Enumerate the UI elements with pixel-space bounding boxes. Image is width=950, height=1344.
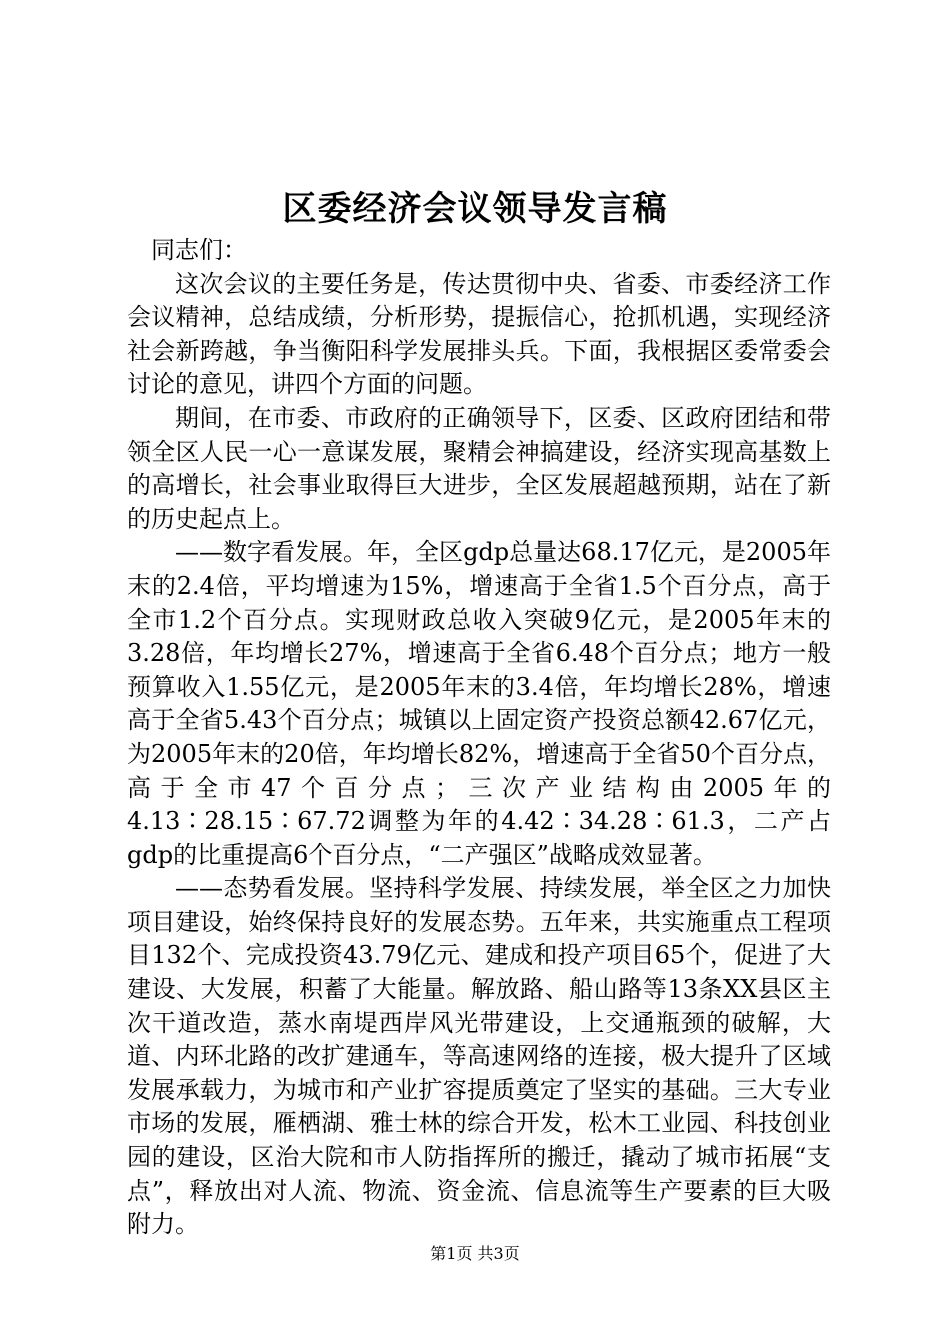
paragraph-figures: ——数字看发展。年，全区gdp总量达68.17亿元，是2005年末的2.4倍，平均增速为15%，增速高于全省1.5个百分点，高于全市1.2个百分点。实现财政总收入突破9亿元，是2005年末的3.28倍，年均增长27%，增速高于全省6.48个百分点；地方一般预算收入1.55亿元，是2005年末的3.4倍，年均增长28%，增速高于全省5.43个百分点；城镇以上固定资产投资总额42.67亿元，为2005年末的20倍，年均增长82%，增速高于全省50个百分点，高于全市47个百分点；三次产业结构由2005年的4.13∶28.15∶67.72调整为年的4.42∶34.28∶61.3，二产占gdp的比重提高6个百分点，“二产强区”战略成效显著。: [127, 538, 831, 869]
paragraph-intro: 这次会议的主要任务是，传达贯彻中央、省委、市委经济工作会议精神，总结成绩，分析形势，提振信心，抢抓机遇，实现经济社会新跨越，争当衡阳科学发展排头兵。下面，我根据区委常委会讨论的意见，讲四个方面的问题。: [127, 269, 831, 399]
paragraph-overview: 期间，在市委、市政府的正确领导下，区委、区政府团结和带领全区人民一心一意谋发展，聚精会神搞建设，经济实现高基数上的高增长，社会事业取得巨大进步，全区发展超越预期，站在了新的历史起点上。: [127, 403, 831, 533]
paragraph-momentum: ——态势看发展。坚持科学发展、持续发展，举全区之力加快项目建设，始终保持良好的发展态势。五年来，共实施重点工程项目132个、完成投资43.79亿元、建成和投产项目65个，促进了大建设、大发展，积蓄了大能量。解放路、船山路等13条XX县区主次干道改造，蒸水南堤西岸风光带建设，上交通瓶颈的破解，大道、内环北路的改扩建通车，等高速网络的连接，极大提升了区域发展承载力，为城市和产业扩容提质奠定了坚实的基础。三大专业市场的发展，雁栖湖、雅士林的综合开发，松木工业园、科技创业园的建设，区治大院和市人防指挥所的搬迁，撬动了城市拓展“支点”，释放出对人流、物流、资金流、信息流等生产要素的巨大吸附力。: [127, 874, 831, 1239]
document-body: [127, 234, 831, 1242]
page-footer: 第1页 共3页: [430, 1244, 520, 1263]
document-title: 区委经济会议领导发言稿: [282, 189, 668, 229]
salutation: 同志们：: [151, 236, 247, 264]
